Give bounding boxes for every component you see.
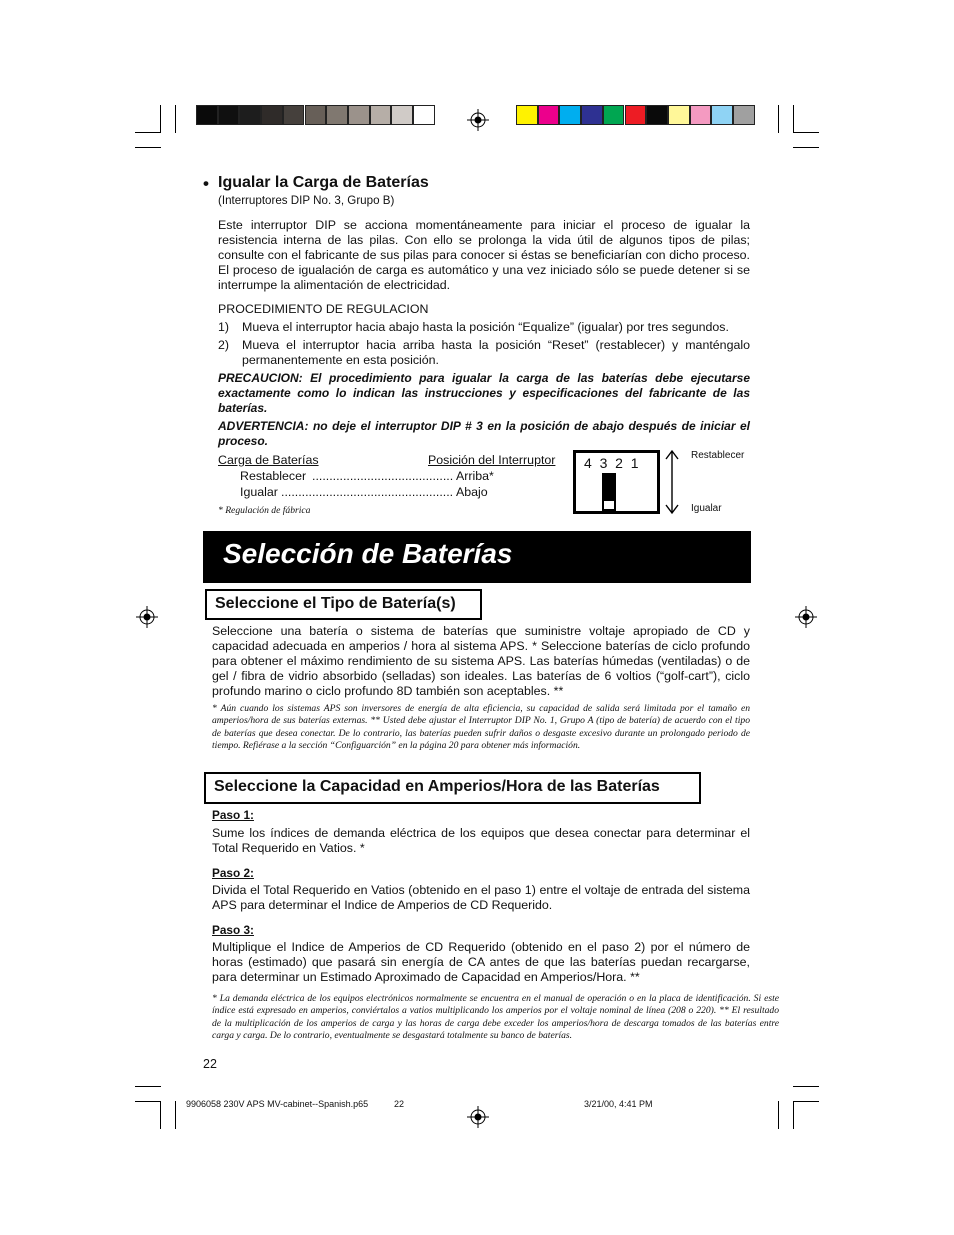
table-row-leader: .................................................. [281, 485, 454, 499]
registration-mark-icon [467, 1106, 489, 1128]
table-row-value: Arriba* [456, 469, 494, 483]
section-title: Igualar la Carga de Baterías [218, 174, 429, 191]
color-swatch [239, 105, 261, 125]
battery-type-note: * Aún cuando los sistemas APS son inversores de energía de alta eficiencia, su capacidad de salida será limitada por el tamaño en amperios/hora de sus baterías externas. ** Usted debe ajustar el Interruptor DIP No. 1, Grupo A (tipo de batería) de acuerdo con el tipo de baterías que desea conectar. De lo contrario, las baterías pueden sufrir daños o desgaste excesivo durante un prolongado periodo de tiempo. Refiérase a la sección “Configuarción” en la página 20 para obtener más información. [212, 703, 750, 752]
dip-down-label: Igualar [691, 503, 722, 514]
table-header-position: Posición del Interruptor [428, 453, 556, 467]
crop-mark [160, 1101, 161, 1129]
procedure-title: PROCEDIMIENTO DE REGULACION [218, 302, 429, 316]
table-row-label: Restablecer [240, 469, 307, 483]
color-swatch [516, 105, 538, 125]
color-swatch [603, 105, 625, 125]
color-swatch [646, 105, 668, 125]
step-text: Multiplique el Indice de Amperios de CD Requerido (obtenido en el paso 2) por el número de horas (estimado) que pasará sin energía de CA antes de que las baterías puedan recargarse, para determinar un Estimado Aproximado de Capacidad en Amperios/Hora. ** [212, 940, 750, 984]
crop-mark [793, 147, 819, 148]
caution-text: PRECAUCION: El procedimiento para igualar la carga de las baterías debe ejecutarse exactamente como lo indican las instrucciones y especificaciones del fabricante de las baterías. [218, 371, 750, 415]
registration-mark-icon [136, 606, 158, 628]
crop-mark [135, 132, 161, 133]
step-label: Paso 2: [212, 866, 254, 880]
slug-date: 3/21/00, 4:41 PM [584, 1099, 653, 1109]
table-row-value: Abajo [456, 485, 488, 499]
color-swatch [413, 105, 435, 125]
color-swatch [370, 105, 392, 125]
step-label: Paso 1: [212, 808, 254, 822]
color-swatch [283, 105, 305, 125]
banner-title: Selección de Baterías [223, 538, 513, 569]
step-text: Sume los índices de demanda eléctrica de los equipos que desea conectar para determinar el Total Requerido en Vatios. * [212, 826, 750, 855]
crop-mark [778, 1101, 779, 1129]
crop-mark [175, 105, 176, 133]
color-swatch [305, 105, 327, 125]
bullet-glyph: • [203, 174, 209, 193]
page-number: 22 [203, 1057, 217, 1071]
color-swatch [261, 105, 283, 125]
color-swatch [559, 105, 581, 125]
color-swatch [668, 105, 690, 125]
color-swatch [690, 105, 712, 125]
up-down-arrow-icon [664, 449, 680, 515]
crop-mark [135, 1086, 161, 1087]
procedure-step-text: Mueva el interruptor hacia abajo hasta la posición “Equalize” (igualar) por tres segundos. [242, 320, 729, 334]
warning-text: ADVERTENCIA: no deje el interruptor DIP # 3 en la posición de abajo después de iniciar el proceso. [218, 419, 750, 448]
slug-page: 22 [394, 1099, 405, 1109]
crop-mark [778, 105, 779, 133]
color-swatch [581, 105, 603, 125]
color-swatch [348, 105, 370, 125]
intro-paragraph: Este interruptor DIP se acciona momentáneamente para iniciar el proceso de igualar la resistencia interna de las pilas. Con ello se prolonga la vida útil de algunos tipos de pilas; consulte con el fabricante de sus pilas para conocer si éstas se beneficiarían con dicho proceso. El proceso de igualación de carga es automático y una vez iniciado sólo se puede detener si se interrumpe la alimentación de electricidad. [218, 218, 750, 292]
dip-switch-slot [602, 473, 616, 511]
color-swatch [711, 105, 733, 125]
crop-mark [793, 1101, 819, 1102]
crop-mark [135, 147, 161, 148]
table-row-label: Igualar [240, 485, 278, 499]
dip-switch-diagram [573, 450, 660, 514]
step-label: Paso 3: [212, 923, 254, 937]
dip-switch-numbers: 4 3 2 1 [584, 455, 639, 471]
crop-mark [160, 105, 161, 133]
procedure-step-number: 1) [218, 320, 230, 334]
battery-type-heading: Seleccione el Tipo de Batería(s) [205, 589, 482, 620]
dip-switch-lever [604, 475, 614, 501]
table-footnote: * Regulación de fábrica [218, 505, 311, 516]
step-text: Divida el Total Requerido en Vatios (obtenido en el paso 1) entre el voltaje de entrada del sistema APS para determinar el Indice de Amperios de CD Requerido. [212, 883, 750, 912]
procedure-step-text: Mueva el interruptor hacia arriba hasta la posición “Reset” (restablecer) y manténgalo permanentemente en esta posición. [242, 338, 750, 367]
slug-filename: 9906058 230V APS MV-cabinet--Spanish.p65 [186, 1099, 369, 1109]
crop-mark [793, 1101, 794, 1129]
color-swatch [538, 105, 560, 125]
registration-mark-icon [467, 109, 489, 131]
procedure-step-number: 2) [218, 338, 230, 352]
color-swatch [733, 105, 755, 125]
color-swatch [218, 105, 240, 125]
crop-mark [135, 1101, 161, 1102]
dip-up-label: Restablecer [691, 450, 745, 461]
section-banner [203, 531, 751, 583]
crop-mark [175, 1101, 176, 1129]
crop-mark [793, 105, 794, 133]
crop-mark [793, 1086, 819, 1087]
color-swatch [196, 105, 218, 125]
table-header-charge: Carga de Baterías [218, 453, 319, 467]
capacity-heading: Seleccione la Capacidad en Amperios/Hora de las Baterías [204, 772, 701, 804]
registration-mark-icon [795, 606, 817, 628]
capacity-note: * La demanda eléctrica de los equipos electrónicos normalmente se encuentra en el manual de operación o en la placa de identificación. Si este índice está expresado en amperios, conviértalos a vatios multiplicando los amperios por el voltaje nominal de línea (208 o 220). ** El resultado de la multiplicación de los amperios de carga y las horas de carga debe exceder los amperios/hora de descarga tomados de las baterías entre carga y carga. De lo contrario, eventualmente se desgastará totalmente su banco de baterías. [212, 993, 779, 1042]
table-row-leader: ......................................... [312, 469, 454, 483]
color-swatch [391, 105, 413, 125]
battery-type-paragraph: Seleccione una batería o sistema de baterías que suministre voltaje apropiado de CD y capacidad adecuada en amperios / hora al sistema APS. * Seleccione baterías de ciclo profundo para obtener el máximo rendimiento de su sistema APS. Las baterías húmedas (ventiladas) o de gel / fibra de vidrio absorbido (selladas) son ideales. Las baterías de 6 voltios (“golf-cart”), ciclo profundo marino o ciclo profundo 8D también son aceptables. ** [212, 624, 750, 698]
color-swatch [326, 105, 348, 125]
color-swatch [625, 105, 647, 125]
crop-mark [793, 132, 819, 133]
section-subtitle: (Interruptores DIP No. 3, Grupo B) [218, 194, 395, 207]
